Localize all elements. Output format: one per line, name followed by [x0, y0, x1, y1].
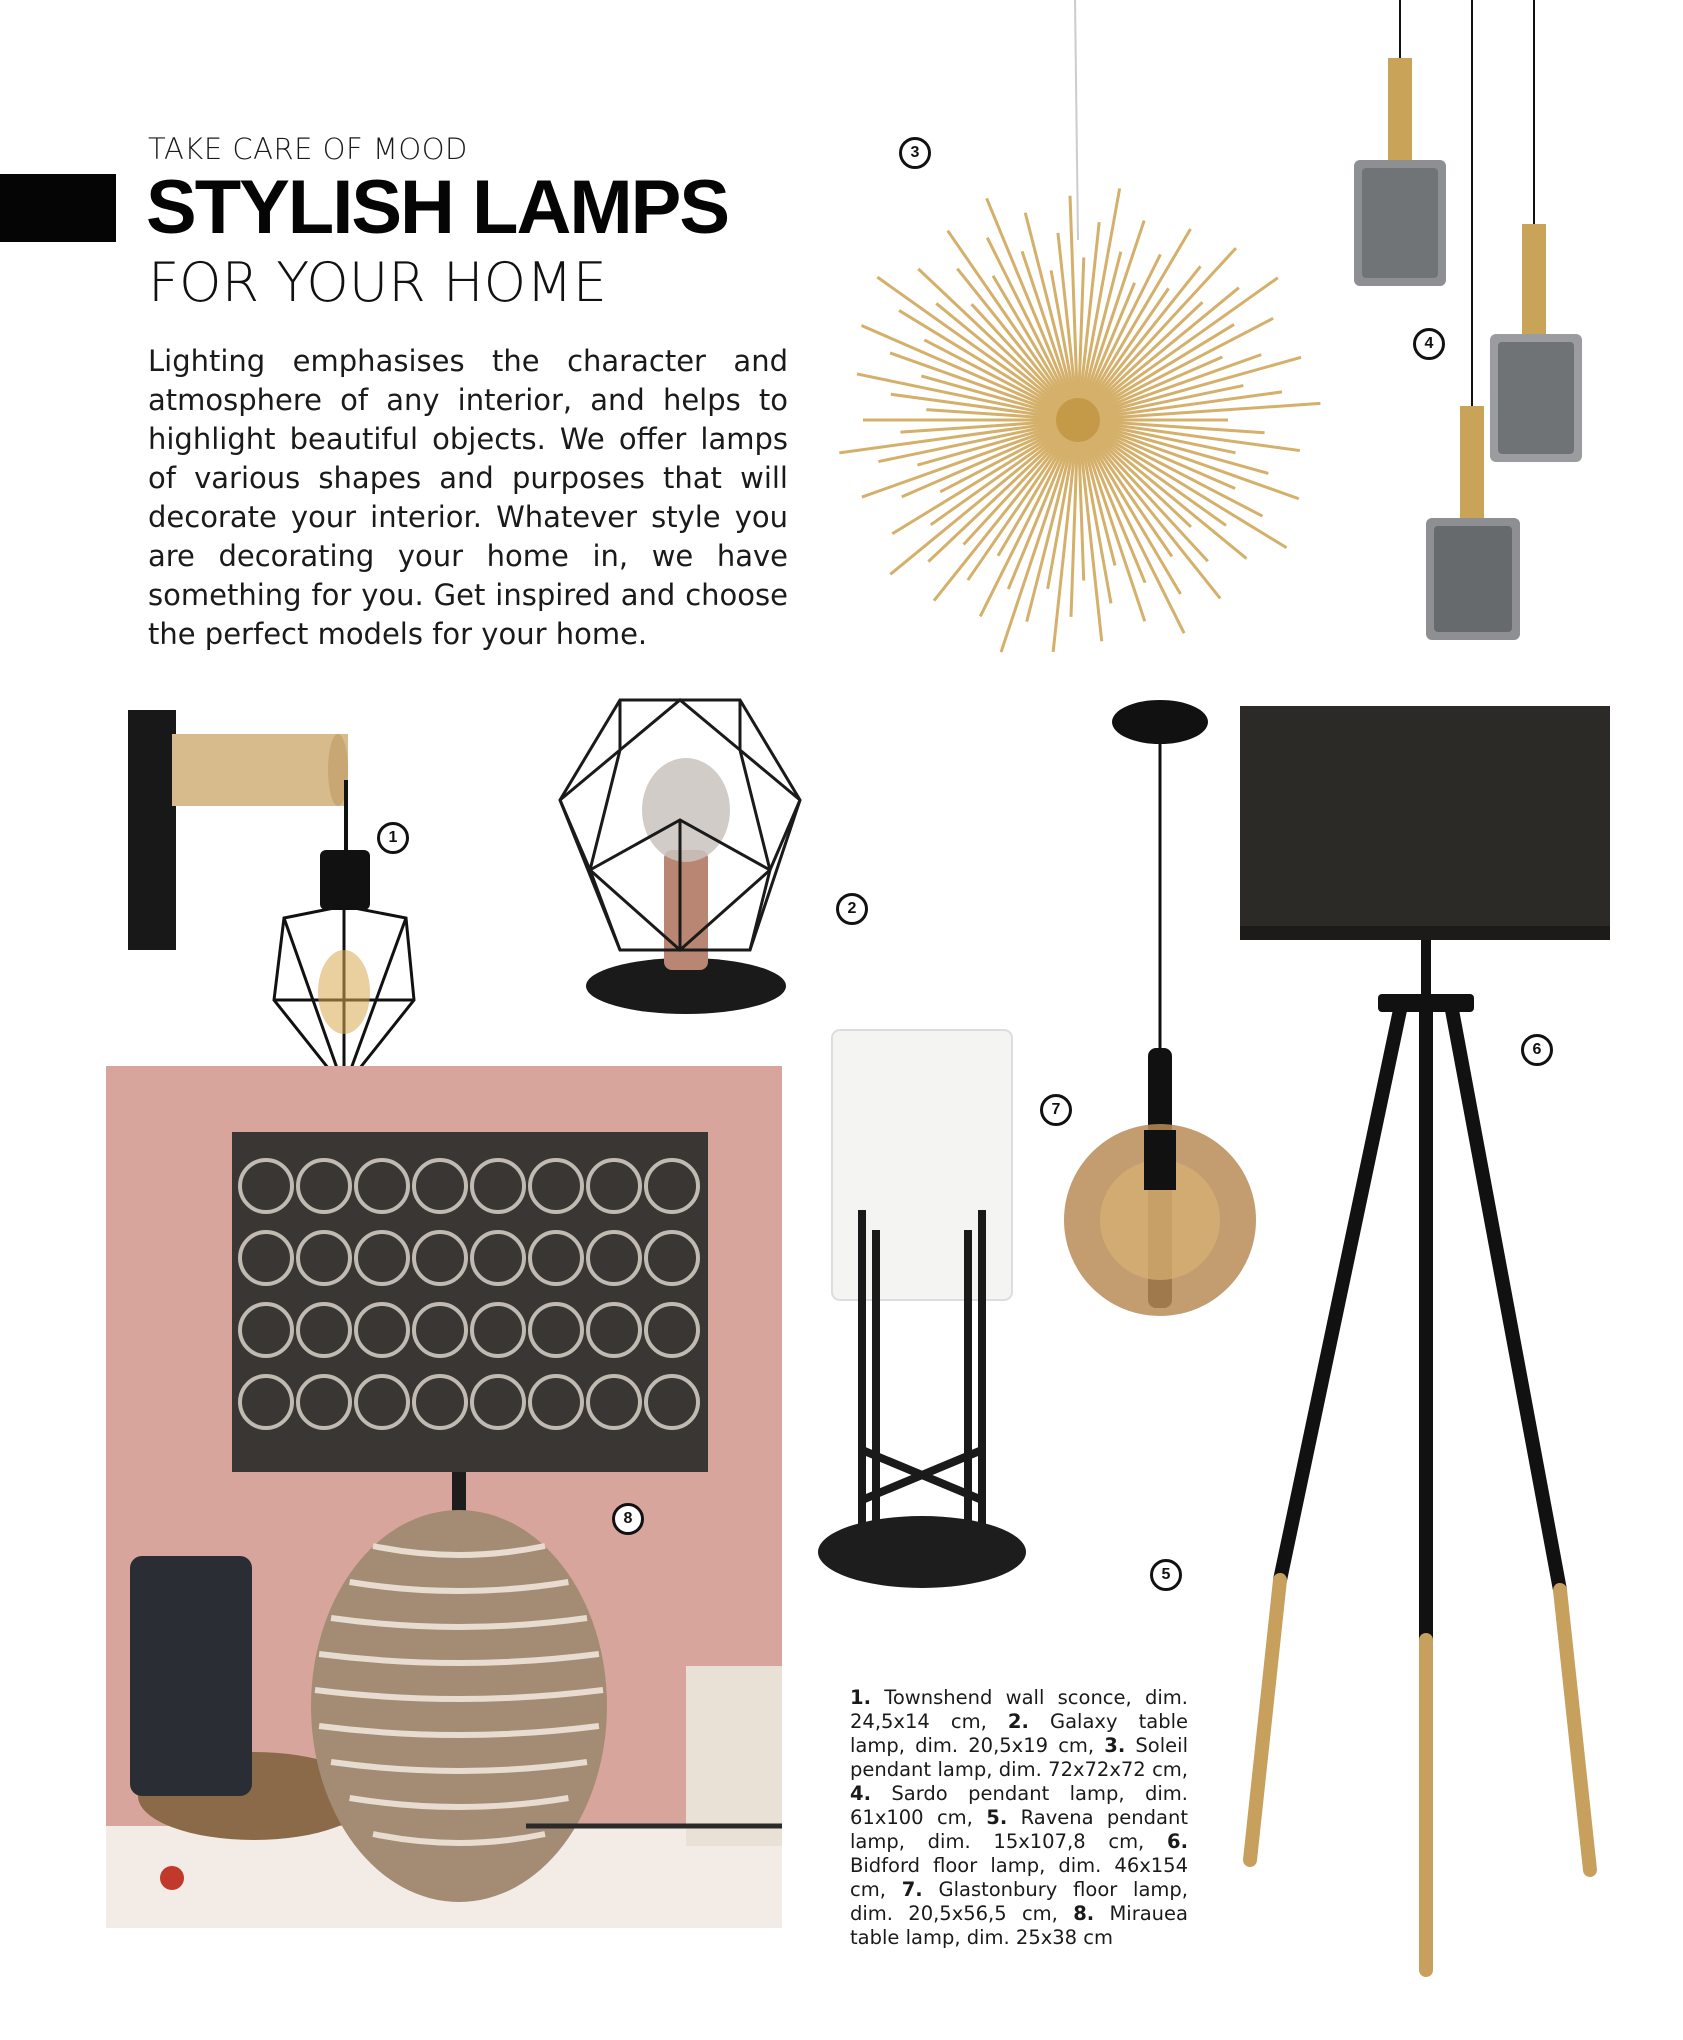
page-subtitle: FOR YOUR HOME: [148, 251, 607, 314]
caption-text: Townshend wall sconce, dim. 24,5x14 cm,: [850, 1686, 1188, 1733]
caption-text: Mirauea table lamp, dim. 25x38 cm: [850, 1902, 1188, 1949]
caption-num: 1.: [850, 1686, 871, 1709]
townshend-sconce-image: [124, 700, 404, 1100]
badge-8: 8: [612, 1503, 644, 1535]
badge-6: 6: [1521, 1034, 1553, 1066]
caption-text: Galaxy table lamp, dim. 20,5x19 cm,: [850, 1710, 1188, 1757]
badge-7: 7: [1040, 1094, 1072, 1126]
black-accent-tab: [0, 174, 116, 242]
bidford-floor-lamp-image: [1230, 700, 1620, 2000]
caption-num: 2.: [1007, 1710, 1029, 1733]
kicker-text: TAKE CARE OF MOOD: [148, 132, 468, 166]
glastonbury-lamp-image: [812, 1030, 1032, 1600]
soleil-pendant-image: [820, 0, 1340, 680]
intro-paragraph: Lighting emphasises the character and atmosphere of any interior, and helps to highlight beautiful objects. We offer lamps of various shapes and purposes that will decorate your interior. Whatever style you are decorating your home in, we have something for you. Get inspired and choose the perfect models for your home.: [148, 344, 788, 651]
caption-num: 3.: [1104, 1734, 1126, 1757]
caption-num: 7.: [901, 1878, 923, 1901]
badge-4: 4: [1413, 328, 1445, 360]
caption-text: Soleil pendant lamp, dim. 72x72x72 cm,: [850, 1734, 1188, 1781]
product-caption: [850, 1686, 1188, 1950]
badge-1: 1: [377, 822, 409, 854]
caption-num: 5.: [986, 1806, 1008, 1829]
caption-num: 4.: [850, 1782, 871, 1805]
badge-5: 5: [1150, 1559, 1182, 1591]
sardo-pendant-image: [1340, 0, 1620, 660]
caption-num: 6.: [1167, 1830, 1188, 1853]
caption-text: Glastonbury floor lamp, dim. 20,5x56,5 cm,: [850, 1878, 1188, 1925]
caption-text: Bidford floor lamp, dim. 46x154 cm,: [850, 1854, 1188, 1901]
badge-3: 3: [899, 137, 931, 169]
caption-text: Sardo pendant lamp, dim. 61x100 cm,: [850, 1782, 1188, 1829]
badge-2: 2: [836, 893, 868, 925]
caption-text: Ravena pendant lamp, dim. 15x107,8 cm,: [850, 1806, 1188, 1853]
mirauea-lamp-photo: [106, 1066, 782, 1928]
galaxy-table-lamp-image: [530, 690, 810, 1020]
caption-num: 8.: [1073, 1902, 1095, 1925]
starburst-spike: [918, 269, 1063, 406]
page-title: STYLISH LAMPS: [146, 165, 729, 250]
